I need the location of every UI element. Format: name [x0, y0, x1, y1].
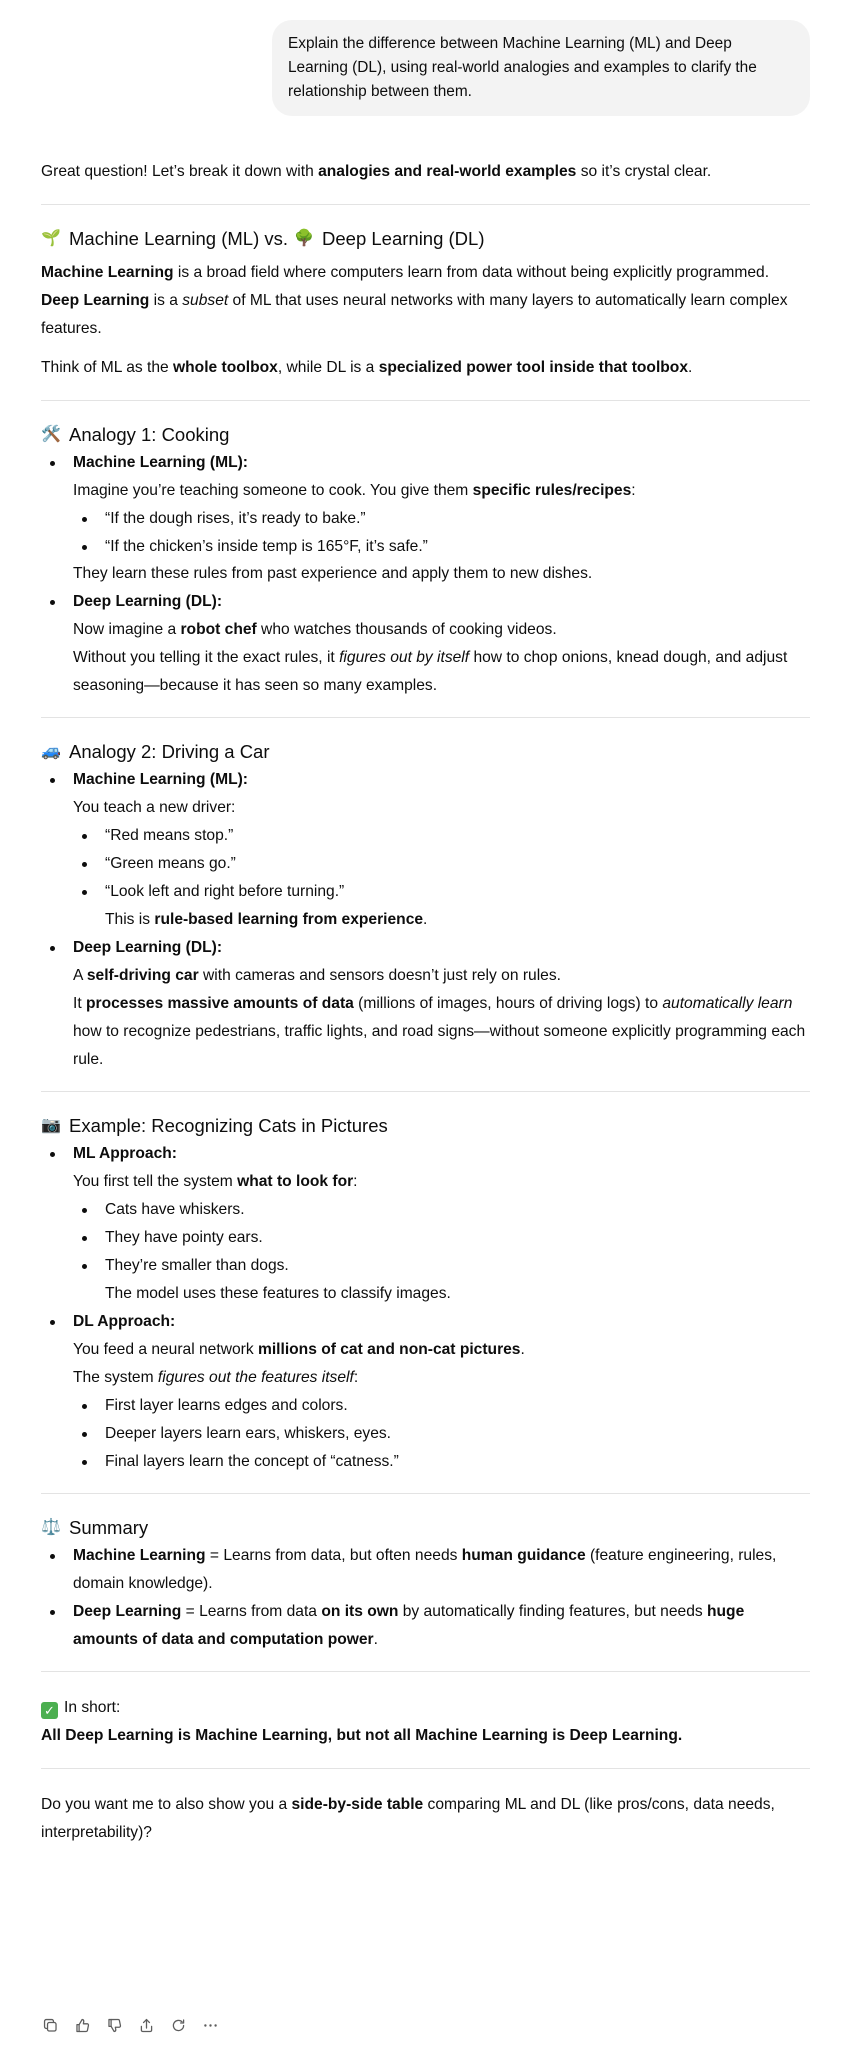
bold-rules: specific rules/recipes [472, 482, 632, 499]
text: is a [149, 292, 183, 309]
italic-subset: subset [182, 292, 229, 309]
ml-label: Machine Learning (ML): [73, 771, 248, 788]
list-item: Cats have whiskers. [73, 1196, 810, 1224]
seedling-icon: 🌱 [41, 230, 61, 247]
car-icon: 🚙 [41, 743, 61, 760]
heading-text: Analogy 1: Cooking [69, 424, 230, 445]
list-item: “If the dough rises, it’s ready to bake.” [73, 505, 810, 533]
section-heading-ml-vs-dl [41, 225, 810, 253]
user-message-text: Explain the difference between Machine Learning (ML) and Deep Learning (DL), using real-world analogies and examples to clarify the relationship between them. [288, 35, 757, 100]
bold-dl: Deep Learning [41, 292, 150, 309]
section-heading-summary [41, 1514, 810, 1542]
rule-list [73, 822, 810, 906]
text: . [423, 911, 428, 928]
tools-icon: 🛠️ [41, 426, 61, 443]
assistant-response [41, 158, 810, 1847]
italic-text: figures out the features itself [157, 1369, 354, 1386]
text: Do you want me to also show you a [41, 1796, 292, 1813]
camera-icon: 📷 [41, 1117, 61, 1134]
text: . [520, 1341, 525, 1358]
text: comparing ML and DL (like pros/cons, data needs, interpretability)? [41, 1796, 775, 1841]
ml-label: Machine Learning (ML): [73, 454, 248, 471]
dl-label: Deep Learning (DL): [73, 593, 223, 610]
text: It [73, 995, 86, 1012]
italic-text: automatically learn [662, 995, 793, 1012]
followup-question [41, 1791, 810, 1847]
copy-icon[interactable] [41, 2016, 59, 2034]
cooking-list [41, 449, 810, 700]
heading-text: Deep Learning (DL) [322, 228, 485, 249]
text: You feed a neural network [73, 1341, 258, 1358]
text: : [353, 1173, 358, 1190]
text: : [631, 482, 636, 499]
text: You teach a new driver: [73, 799, 236, 816]
bold-text: Machine Learning [73, 1547, 206, 1564]
list-item: “Look left and right before turning.” [73, 878, 810, 906]
list-item: They have pointy ears. [73, 1224, 810, 1252]
divider [41, 1768, 810, 1769]
ml-dl-definition [41, 259, 810, 343]
bold-text: huge amounts of data and computation power [73, 1603, 745, 1648]
text: The system [73, 1369, 158, 1386]
divider [41, 400, 810, 401]
check-mark-icon: ✓ [41, 1702, 58, 1719]
bold-toolbox: whole toolbox [173, 359, 278, 376]
more-icon[interactable] [201, 2016, 219, 2034]
bold-robot-chef: robot chef [180, 621, 257, 638]
text: who watches thousands of cooking videos. [256, 621, 557, 638]
intro-bold: analogies and real-world examples [318, 163, 577, 180]
italic-text: figures out by itself [339, 649, 470, 666]
in-short-text [41, 1722, 810, 1750]
section-heading-cooking [41, 421, 810, 449]
toolbox-analogy [41, 354, 810, 382]
text: . [373, 1631, 378, 1648]
user-message-bubble [272, 20, 810, 116]
text: The model uses these features to classify images. [105, 1285, 451, 1302]
dl-label: Deep Learning (DL): [73, 939, 223, 956]
list-item: “Green means go.” [73, 850, 810, 878]
text: how to recognize pedestrians, traffic lights, and road signs—without someone explicitly programming each rule. [73, 1023, 806, 1068]
text: , while DL is a [277, 359, 379, 376]
bold-text: millions of cat and non-cat pictures [257, 1341, 521, 1358]
list-item [41, 1308, 810, 1476]
list-item [41, 934, 810, 1074]
text: In short: [64, 1699, 121, 1716]
text: = Learns from data, but often needs [205, 1547, 462, 1564]
message-actions [41, 2016, 219, 2034]
text: . [688, 359, 693, 376]
tree-icon: 🌳 [294, 230, 314, 247]
summary-list [41, 1542, 810, 1654]
list-item: They’re smaller than dogs. [73, 1252, 810, 1280]
text: : [353, 1369, 359, 1386]
bold-text: Deep Learning [73, 1603, 182, 1620]
text: A [73, 967, 87, 984]
bold-text: on its own [321, 1603, 399, 1620]
text [73, 906, 810, 934]
dl-label: DL Approach: [73, 1313, 176, 1330]
list-item [41, 1140, 810, 1308]
divider [41, 204, 810, 205]
text: by automatically finding features, but needs [398, 1603, 707, 1620]
list-item [41, 588, 810, 700]
divider [41, 1671, 810, 1672]
share-icon[interactable] [137, 2016, 155, 2034]
feature-list [73, 1196, 810, 1280]
ml-label: ML Approach: [73, 1145, 177, 1162]
list-item: First layer learns edges and colors. [73, 1392, 810, 1420]
list-item [41, 1598, 810, 1654]
text: Without you telling it the exact rules, it [73, 649, 340, 666]
bold-text: All Deep Learning is Machine Learning, but not all Machine Learning is Deep Learning. [41, 1727, 683, 1744]
regenerate-icon[interactable] [169, 2016, 187, 2034]
bold-text: processes massive amounts of data [86, 995, 354, 1012]
text: (millions of images, hours of driving logs) to [353, 995, 663, 1012]
bold-text: rule-based learning from experience [154, 911, 424, 928]
layer-list [73, 1392, 810, 1476]
text: (feature engineering, rules, domain knowledge). [73, 1547, 777, 1592]
text: You first tell the system [73, 1173, 238, 1190]
text: = Learns from data [181, 1603, 322, 1620]
heading-text: Example: Recognizing Cats in Pictures [69, 1115, 388, 1136]
bold-ml: Machine Learning [41, 264, 174, 281]
bold-text: what to look for [237, 1173, 354, 1190]
section-heading-driving [41, 738, 810, 766]
scales-icon: ⚖️ [41, 1519, 61, 1536]
cats-list [41, 1140, 810, 1476]
rule-list [73, 505, 810, 561]
divider [41, 1493, 810, 1494]
heading-text: Machine Learning (ML) vs. [69, 228, 289, 249]
bold-text: human guidance [461, 1547, 586, 1564]
thumbs-up-icon[interactable] [73, 2016, 91, 2034]
intro-text: Great question! Let’s break it down with [41, 163, 319, 180]
list-item: Final layers learn the concept of “catness.” [73, 1448, 810, 1476]
list-item: “Red means stop.” [73, 822, 810, 850]
in-short-label [41, 1694, 810, 1722]
heading-text: Summary [69, 1517, 149, 1538]
intro-text-end: so it’s crystal clear. [576, 163, 712, 180]
text: of ML that uses neural networks with many layers to automatically learn complex features. [41, 292, 788, 337]
bold-tool: specialized power tool inside that toolbox [378, 359, 688, 376]
bold-text: self-driving car [86, 967, 199, 984]
heading-text: Analogy 2: Driving a Car [69, 741, 270, 762]
list-item [41, 1542, 810, 1598]
text: with cameras and sensors doesn’t just rely on rules. [198, 967, 561, 984]
text: Now imagine a [73, 621, 181, 638]
list-item [41, 449, 810, 588]
section-heading-cats [41, 1112, 810, 1140]
list-item: Deeper layers learn ears, whiskers, eyes. [73, 1420, 810, 1448]
divider [41, 717, 810, 718]
text: This is [105, 911, 155, 928]
text: how to chop onions, knead dough, and adjust seasoning—because it has seen so many examples. [73, 649, 788, 694]
text: Think of ML as the [41, 359, 174, 376]
divider [41, 1091, 810, 1092]
thumbs-down-icon[interactable] [105, 2016, 123, 2034]
bold-text: side-by-side table [291, 1796, 424, 1813]
list-item [41, 766, 810, 934]
text: Imagine you’re teaching someone to cook. You give them [73, 482, 473, 499]
driving-list [41, 766, 810, 1074]
text: They learn these rules from past experience and apply them to new dishes. [73, 565, 593, 582]
intro-paragraph [41, 158, 810, 186]
list-item: “If the chicken’s inside temp is 165°F, it’s safe.” [73, 533, 810, 561]
text: is a broad field where computers learn from data without being explicitly programmed. [173, 264, 770, 281]
